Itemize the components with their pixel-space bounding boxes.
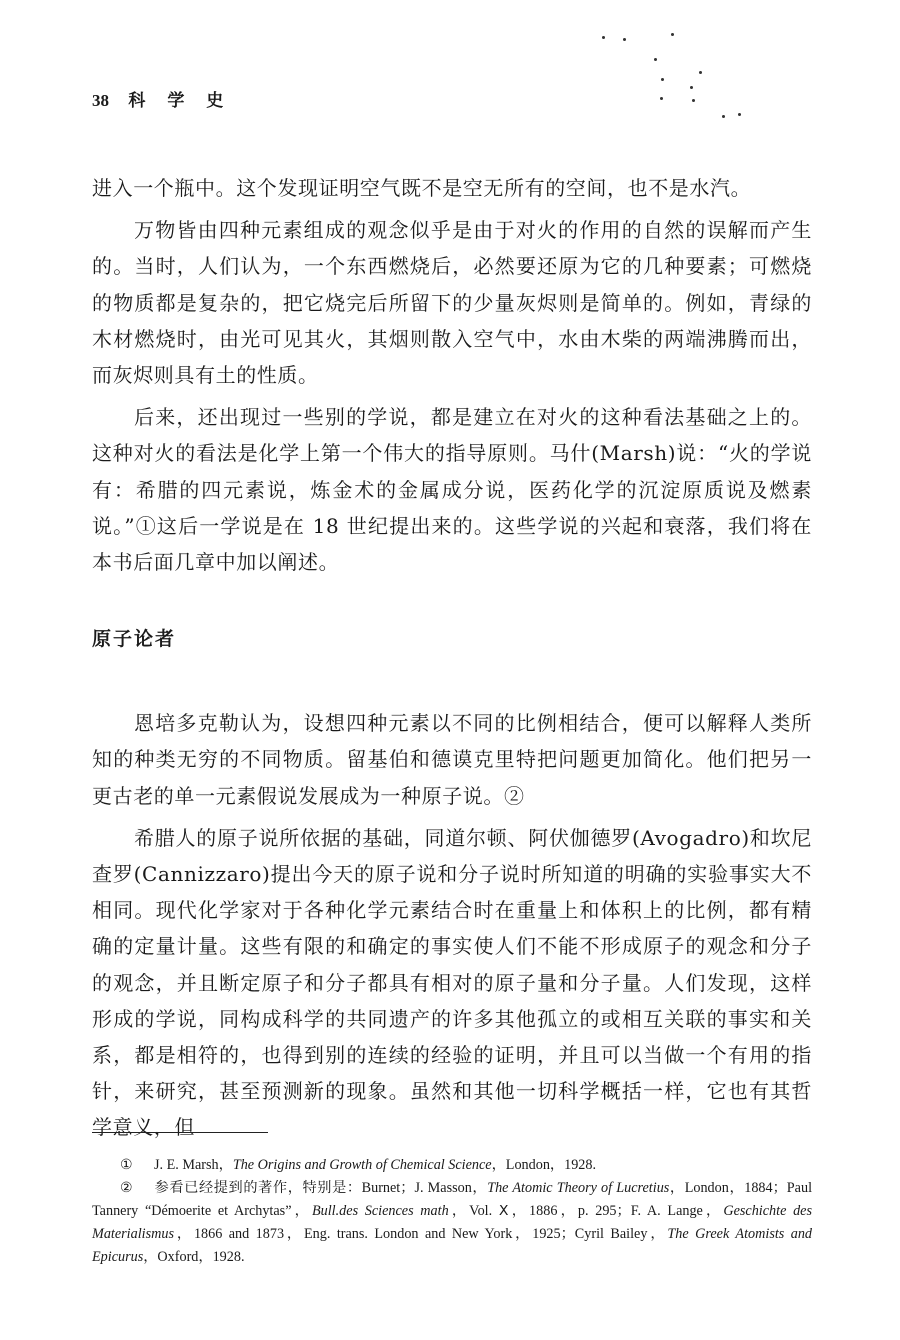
footnote-author: J. E. Marsh， bbox=[154, 1157, 233, 1173]
footnote-1 bbox=[92, 1154, 812, 1177]
footnotes bbox=[92, 1154, 812, 1269]
paragraph-four-elements: 万物皆由四种元素组成的观念似乎是由于对火的作用的自然的误解而产生的。当时，人们认为，一个东西燃烧后，必然要还原为它的几种要素；可燃烧的物质都是复杂的，把它烧完后所留下的少量灰烬则是简单的。例如，青绿的木材燃烧时，由光可见其火，其烟则散入空气中，水由木柴的两端沸腾而出，而灰烬则具有土的性质。 bbox=[92, 218, 812, 388]
speck bbox=[692, 99, 695, 102]
footnote-2 bbox=[92, 1177, 812, 1269]
footnote-mark: ② bbox=[120, 1180, 133, 1196]
page-body bbox=[92, 170, 812, 1146]
footnote-publication: ，London，1928. bbox=[491, 1157, 597, 1173]
footnote-work-title: Bull.des Sciences math bbox=[311, 1203, 449, 1219]
page-header bbox=[92, 86, 231, 111]
speck bbox=[722, 115, 725, 118]
footnote-work-title: The Origins and Growth of Chemical Science bbox=[232, 1157, 492, 1173]
footnote-work-title: Geschichte des Materialismus bbox=[92, 1203, 812, 1242]
footnote-lead: 参看已经提到的著作，特别是：Burnet；J. Masson， bbox=[154, 1180, 488, 1196]
speck bbox=[661, 78, 664, 81]
footnote-work-title: The Greek Atomists and Epicurus bbox=[92, 1226, 813, 1265]
footnote-work-title: The Atomic Theory of Lucretius bbox=[487, 1180, 670, 1196]
footnote-rule bbox=[92, 1132, 268, 1133]
footnote-publication: ，Oxford，1928. bbox=[143, 1249, 245, 1265]
speck bbox=[654, 58, 657, 61]
speck bbox=[623, 38, 626, 41]
section-title: 原子论者 bbox=[92, 628, 177, 651]
footnote-mark: ① bbox=[120, 1157, 133, 1173]
footnote-publication: ，Vol. Ⅹ，1886，p. 295；F. A. Lange， bbox=[448, 1203, 724, 1219]
speck bbox=[699, 71, 702, 74]
paragraph-empedocles: 恩培多克勒认为，设想四种元素以不同的比例相结合，便可以解释人类所知的种类无穷的不同物质。留基伯和德谟克里特把问题更加简化。他们把另一更古老的单一元素假说发展成为一种原子说。② bbox=[92, 711, 812, 808]
paragraph-fire-theory: 后来，还出现过一些别的学说，都是建立在对火的这种看法基础之上的。这种对火的看法是化学上第一个伟大的指导原则。马什(Marsh)说：“火的学说有：希腊的四元素说，炼金术的金属成分说，医药化学的沉淀原质说及燃素说。”①这后一学说是在 18 世纪提出来的。这些学说的兴起和衰落，我们将在本书后面几章中加以阐述。 bbox=[92, 405, 812, 575]
paragraph-greek-atomism: 希腊人的原子说所依据的基础，同道尔顿、阿伏伽德罗(Avogadro)和坎尼查罗(Cannizzaro)提出今天的原子说和分子说时所知道的明确的实验事实大不相同。现代化学家对于各种化学元素结合时在重量上和体积上的比例，都有精确的定量计量。这些有限的和确定的事实使人们不能不形成原子的观念和分子的观念，并且断定原子和分子都具有相对的原子量和分子量。人们发现，这样形成的学说，同构成科学的共同遗产的许多其他孤立的或相互关联的事实和关系，都是相符的，也得到别的连续的经验的证明，并且可以当做一个有用的指针，来研究，甚至预测新的现象。虽然和其他一切科学概括一样，它也有其哲学意义，但 bbox=[92, 825, 812, 1140]
paragraph-continued: 进入一个瓶中。这个发现证明空气既不是空无所有的空间，也不是水汽。 bbox=[92, 176, 752, 200]
speck bbox=[671, 33, 674, 36]
speck bbox=[660, 97, 663, 100]
footnote-publication: ，1866 and 1873，Eng. trans. London and New York，1925；Cyril Bailey， bbox=[173, 1226, 668, 1242]
speck bbox=[690, 86, 693, 89]
page-number: 38 bbox=[92, 91, 109, 110]
speck bbox=[602, 36, 605, 39]
footnote-publication: ，London，1884；Paul Tannery “Démoerite et Archytas”， bbox=[92, 1180, 813, 1219]
speck bbox=[738, 113, 741, 116]
running-title: 科 学 史 bbox=[128, 91, 232, 111]
